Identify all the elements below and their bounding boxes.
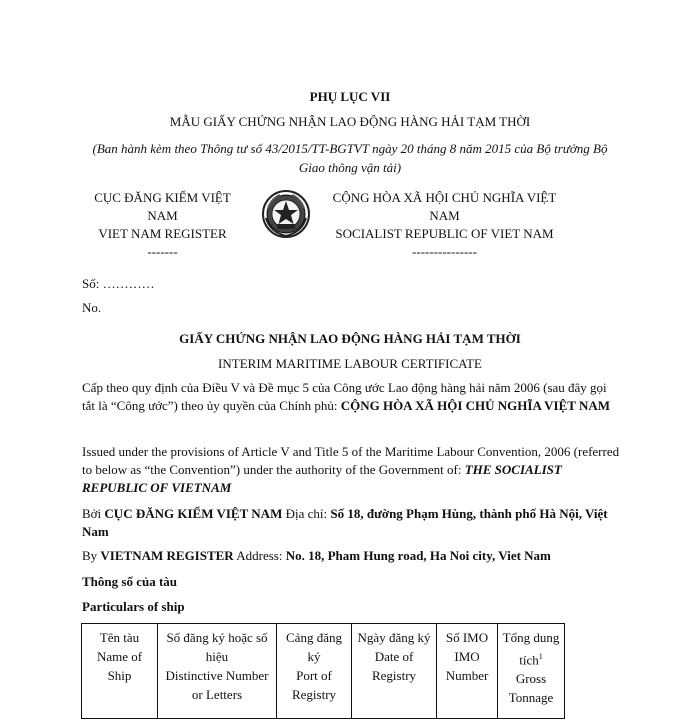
particulars-heading-vn: Thông số của tàu [82,574,177,589]
issuer-prefix-vn: Bởi [82,506,105,521]
column-label-vn: Tên tàu [99,630,140,645]
table-header-cell [277,624,352,719]
left-org-rule: ------- [147,244,178,259]
issuance-text-en: Issued under the provisions of Article V and Title 5 of the Maritime Labour Convention, 2006 (referred to below as “the Convention”) under the authority of the Government of: [82,444,620,477]
table-header-cell [437,624,498,719]
right-org-block [322,189,567,261]
column-label-en: Distinctive Number or Letters [165,668,269,702]
issuer-address-en: No. 18, Pham Hung road, Ha Noi city, Viet Nam [285,548,551,563]
column-label-en: Name of Ship [96,649,143,683]
right-org-name-en: SOCIALIST REPUBLIC OF VIET NAM [335,226,554,241]
table-header-row [82,624,565,719]
issuer-address-label-vn: Địa chỉ: [282,506,331,521]
footnote-marker: 1 [538,652,543,661]
ship-particulars-table [81,623,565,719]
issuance-note: (Ban hành kèm theo Thông tư số 43/2015/TT-BGTVT ngày 20 tháng 8 năm 2015 của Bộ trưởng Bộ Giao thông vận tải) [92,141,608,175]
issuer-address-label-en: Address: [233,548,286,563]
column-label-vn [500,628,562,669]
certificate-title-vn: GIẤY CHỨNG NHẬN LAO ĐỘNG HÀNG HẢI TẠM THỜI [179,331,521,346]
table-header-cell [498,624,565,719]
column-label-vn: Số đăng ký hoặc số hiệu [166,630,268,664]
government-name-vn: CỘNG HÒA XÃ HỘI CHỦ NGHĨA VIỆT NAM [340,398,611,413]
national-emblem-icon [260,188,312,240]
particulars-heading-en: Particulars of ship [82,599,185,614]
certificate-number-vn: Số: ………… [82,276,155,291]
issuer-paragraph-en [82,547,622,565]
form-title: MẪU GIẤY CHỨNG NHẬN LAO ĐỘNG HÀNG HẢI TẠM THỜI [169,114,531,129]
certificate-number-en: No. [82,300,102,315]
issuer-org-vn: CỤC ĐĂNG KIỂM VIỆT NAM [104,506,283,521]
table-header-cell [158,624,277,719]
government-name-en: THE SOCIALIST REPUBLIC OF VIETNAM [82,462,562,495]
table-header-cell [352,624,437,719]
column-label-vn: Số IMO [445,630,489,645]
issuer-address-vn: Số 18, đường Phạm Hùng, thành phố Hà Nội, Việt Nam [82,506,608,539]
issuance-text-vn: Cấp theo quy định của Điều V và Đề mục 5 của Công ước Lao động hàng hải năm 2006 (sau đây gọi tắt là “Công ước”) theo ủy quyền của Chính phủ: [82,380,607,413]
issuance-paragraph-en [82,443,622,497]
left-org-name-en: VIET NAM REGISTER [98,226,227,241]
right-org-name-vn: CỘNG HÒA XÃ HỘI CHỦ NGHĨA VIỆT NAM [332,190,557,223]
column-label-vn: Cảng đăng ký [286,630,342,664]
column-label-en: Gross Tonnage [508,671,554,706]
issuer-paragraph-vn [82,505,622,541]
certificate-title-en: INTERIM MARITIME LABOUR CERTIFICATE [218,356,482,371]
column-label-en: IMO Number [445,649,489,683]
table-header-cell [82,624,158,719]
column-label-text: Tổng dung tích [502,630,560,668]
left-org-block [80,189,245,261]
issuer-prefix-en: By [82,548,101,563]
column-label-en: Date of Registry [371,649,417,683]
issuance-paragraph-vn [82,379,622,415]
right-org-rule: --------------- [412,244,477,259]
issuer-org-en: VIETNAM REGISTER [100,548,234,563]
appendix-title: PHỤ LỤC VII [309,89,391,104]
left-org-name-vn: CỤC ĐĂNG KIỂM VIỆT NAM [94,190,231,223]
column-label-en: Port of Registry [291,668,337,702]
column-label-vn: Ngày đăng ký [357,630,431,645]
